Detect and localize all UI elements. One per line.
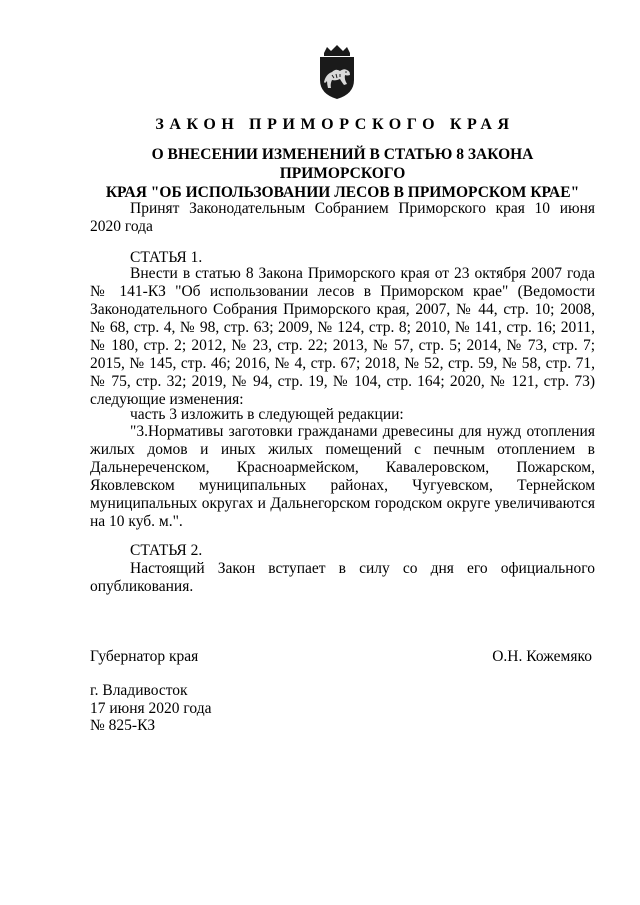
article-1-part3: часть 3 изложить в следующей редакции: xyxy=(130,406,404,423)
signatory-position: Губернатор края xyxy=(90,648,199,665)
signing-date: 17 июня 2020 года xyxy=(90,699,212,717)
law-number: № 825-КЗ xyxy=(90,717,156,734)
adoption-note: Принят Законодательным Собранием Приморского края 10 июня 2020 года xyxy=(90,200,595,235)
article-1-text: Внести в статью 8 Закона Приморского края от 23 октября 2007 года № 141-КЗ "Об использовании лесов в Приморском крае" (Ведомости Законодательного Собрания Приморского края, 2007, № 44, стр. 10; 2008, № 68, стр. 4, № 98, стр. 63; 2009, № 124, стр. 8; 2010, № 141, стр. 16; 2011, № 180, стр. 2; 2012, № 23, стр. 22; 2013, № 57, стр. 5; 2014, № 73, стр. 7; 2015, № 145, стр. 46; 2016, № 4, стр. 67; 2018, № 52, стр. 59, № 58, стр. 71, № 75, стр. 32; 2019, № 94, стр. 19, № 104, стр. 164; 2020, № 121, стр. 73) следующие изменения: xyxy=(90,265,595,408)
article-2-heading: СТАТЬЯ 2. xyxy=(130,542,203,559)
subtitle-line-2: КРАЯ "ОБ ИСПОЛЬЗОВАНИИ ЛЕСОВ В ПРИМОРСКОМ КРАЕ" xyxy=(105,184,580,201)
article-2-text: Настоящий Закон вступает в силу со дня его официального опубликования. xyxy=(90,560,595,595)
article-1-heading: СТАТЬЯ 1. xyxy=(130,249,203,266)
place-date-block xyxy=(90,682,211,735)
primorsky-krai-coat-of-arms-icon xyxy=(314,44,360,100)
city: г. Владивосток xyxy=(90,682,188,699)
law-subtitle xyxy=(90,145,595,202)
signature-block xyxy=(90,648,592,666)
article-1-quote: "3.Нормативы заготовки гражданами древесины для нужд отопления жилых домов и иных жилых помещений с печным отоплением в Дальнереченском, Красноармейском, Кавалеровском, Пожарском, Яковлевском муниципальных районах, Чугуевском, Тернейском муниципальных округах и Дальнегорском городском округе увеличиваются на 10 куб. м.". xyxy=(90,423,595,530)
subtitle-line-1: О ВНЕСЕНИИ ИЗМЕНЕНИЙ В СТАТЬЮ 8 ЗАКОНА ПРИМОРСКОГО xyxy=(151,146,534,182)
signatory-name: О.Н. Кожемяко xyxy=(492,648,592,665)
law-title: ЗАКОН ПРИМОРСКОГО КРАЯ xyxy=(155,116,515,133)
